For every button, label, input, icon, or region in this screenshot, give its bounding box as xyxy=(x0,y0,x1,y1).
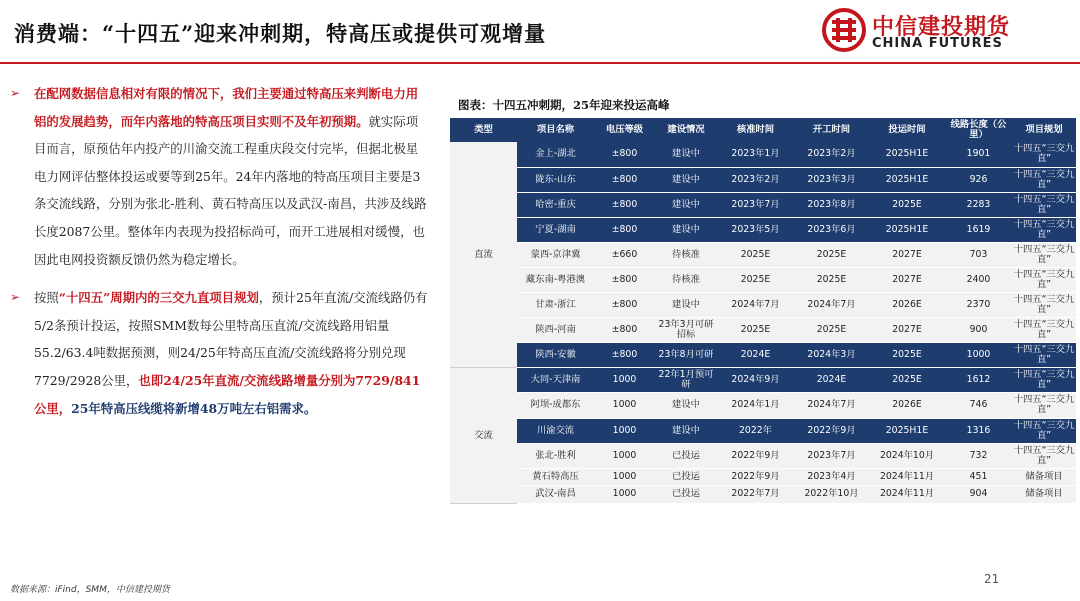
cell-status: 建设中 xyxy=(655,142,717,167)
cell-start: 2024年7月 xyxy=(794,393,869,418)
cell-status: 待核准 xyxy=(655,267,717,292)
cell-status: 待核准 xyxy=(655,242,717,267)
text-segment: 按照 xyxy=(34,290,59,306)
cell-plan: 十四五“三交九直” xyxy=(1012,368,1076,393)
cell-voltage: ±800 xyxy=(594,293,655,318)
cell-length: 1901 xyxy=(945,142,1012,167)
cell-plan: 十四五“三交九直” xyxy=(1012,217,1076,242)
cell-length: 746 xyxy=(945,393,1012,418)
cell-approve: 2023年5月 xyxy=(717,217,794,242)
cell-length: 1612 xyxy=(945,368,1012,393)
cell-status: 23年8月可研 xyxy=(655,343,717,368)
column-header: 开工时间 xyxy=(794,118,869,142)
cell-plan: 十四五“三交九直” xyxy=(1012,267,1076,292)
cell-start: 2025E xyxy=(794,267,869,292)
cell-length: 1619 xyxy=(945,217,1012,242)
table-row xyxy=(450,393,1076,418)
table-row xyxy=(450,368,1076,393)
text-segment: 也即24/25年直流/交流线路增量分别为7729/841公里， xyxy=(34,372,421,416)
cell-name: 武汉-南昌 xyxy=(517,486,594,504)
cell-status: 建设中 xyxy=(655,217,717,242)
cell-start: 2023年8月 xyxy=(794,192,869,217)
cell-name: 藏东南-粤港澳 xyxy=(517,267,594,292)
cell-voltage: 1000 xyxy=(594,368,655,393)
cell-operate: 2024年11月 xyxy=(869,468,945,486)
cell-approve: 2025E xyxy=(717,267,794,292)
cell-plan: 十四五“三交九直” xyxy=(1012,393,1076,418)
cell-start: 2023年7月 xyxy=(794,443,869,468)
paragraph-1 xyxy=(10,80,430,273)
cell-plan: 十四五“三交九直” xyxy=(1012,318,1076,343)
cell-voltage: ±800 xyxy=(594,192,655,217)
cell-name: 陕西-安徽 xyxy=(517,343,594,368)
paragraph-1-text xyxy=(34,86,426,267)
type-cell: 直流 xyxy=(450,142,517,368)
cell-status: 已投运 xyxy=(655,486,717,504)
cell-status: 22年1月预可研 xyxy=(655,368,717,393)
cell-operate: 2024年11月 xyxy=(869,486,945,504)
cell-status: 建设中 xyxy=(655,418,717,443)
cell-operate: 2026E xyxy=(869,393,945,418)
cell-plan: 十四五“三交九直” xyxy=(1012,343,1076,368)
cell-length: 1000 xyxy=(945,343,1012,368)
cell-name: 阿坝-成都东 xyxy=(517,393,594,418)
cell-voltage: 1000 xyxy=(594,443,655,468)
cell-name: 张北-胜利 xyxy=(517,443,594,468)
paragraph-2 xyxy=(10,284,430,422)
cell-operate: 2025H1E xyxy=(869,142,945,167)
type-cell: 交流 xyxy=(450,368,517,503)
column-header: 类型 xyxy=(450,118,517,142)
cell-status: 建设中 xyxy=(655,293,717,318)
cell-status: 建设中 xyxy=(655,192,717,217)
cell-length: 904 xyxy=(945,486,1012,504)
cell-plan: 十四五“三交九直” xyxy=(1012,142,1076,167)
cell-voltage: ±800 xyxy=(594,318,655,343)
cell-operate: 2027E xyxy=(869,318,945,343)
cell-start: 2024年3月 xyxy=(794,343,869,368)
cell-length: 1316 xyxy=(945,418,1012,443)
table-row xyxy=(450,142,1076,167)
cell-operate: 2027E xyxy=(869,267,945,292)
cell-plan: 十四五“三交九直” xyxy=(1012,167,1076,192)
logo-chinese-text: 中信建投期货 xyxy=(872,15,1011,40)
table-row xyxy=(450,217,1076,242)
table-body xyxy=(450,142,1076,503)
cell-plan: 十四五“三交九直” xyxy=(1012,242,1076,267)
cell-voltage: ±800 xyxy=(594,267,655,292)
arrow-bullet-icon: ➢ xyxy=(10,86,21,100)
cell-voltage: 1000 xyxy=(594,468,655,486)
cell-start: 2023年2月 xyxy=(794,142,869,167)
cell-voltage: ±800 xyxy=(594,343,655,368)
cell-approve: 2023年2月 xyxy=(717,167,794,192)
cell-length: 732 xyxy=(945,443,1012,468)
data-source: 数据来源：iFind，SMM，中信建投期货 xyxy=(10,585,170,595)
cell-start: 2023年6月 xyxy=(794,217,869,242)
cell-plan: 十四五“三交九直” xyxy=(1012,443,1076,468)
text-segment: ，预计25年直流/交流线路仍有5/2条预计投运，按照SMM数每公里特高压直流/交流线路用铝量55.2/63.4吨数据预测，则24/25年特高压直流/交流线路将分别兑现7729/2928公里， xyxy=(34,290,428,388)
cell-approve: 2022年7月 xyxy=(717,486,794,504)
table-row xyxy=(450,486,1076,504)
cell-voltage: ±800 xyxy=(594,167,655,192)
page-title: 消费端：“十四五”迎来冲刺期，特高压或提供可观增量 xyxy=(14,21,547,46)
cell-approve: 2024E xyxy=(717,343,794,368)
table-row xyxy=(450,192,1076,217)
cell-start: 2023年3月 xyxy=(794,167,869,192)
table-row xyxy=(450,242,1076,267)
column-header: 线路长度（公里） xyxy=(945,118,1012,142)
cell-length: 2283 xyxy=(945,192,1012,217)
cell-voltage: ±800 xyxy=(594,217,655,242)
cell-approve: 2024年7月 xyxy=(717,293,794,318)
arrow-bullet-icon: ➢ xyxy=(10,290,21,305)
column-header: 投运时间 xyxy=(869,118,945,142)
table-row xyxy=(450,418,1076,443)
china-futures-logo-icon xyxy=(822,8,866,52)
cell-approve: 2023年7月 xyxy=(717,192,794,217)
table-row xyxy=(450,167,1076,192)
column-header: 核准时间 xyxy=(717,118,794,142)
cell-length: 900 xyxy=(945,318,1012,343)
cell-length: 703 xyxy=(945,242,1012,267)
logo-english-text: CHINA FUTURES xyxy=(872,36,1003,51)
column-header: 项目名称 xyxy=(517,118,594,142)
text-segment: 25年特高压线缆将新增48万吨左右铝需求。 xyxy=(71,400,317,416)
cell-voltage: ±800 xyxy=(594,142,655,167)
cell-approve: 2025E xyxy=(717,318,794,343)
table-header-row xyxy=(450,118,1076,142)
company-logo xyxy=(822,8,1070,60)
cell-name: 宁夏-湖南 xyxy=(517,217,594,242)
cell-name: 陕西-河南 xyxy=(517,318,594,343)
cell-start: 2023年4月 xyxy=(794,468,869,486)
cell-approve: 2024年1月 xyxy=(717,393,794,418)
cell-approve: 2022年9月 xyxy=(717,468,794,486)
cell-approve: 2022年9月 xyxy=(717,443,794,468)
cell-voltage: 1000 xyxy=(594,418,655,443)
cell-voltage: ±660 xyxy=(594,242,655,267)
cell-operate: 2025H1E xyxy=(869,418,945,443)
cell-name: 大同-天津南 xyxy=(517,368,594,393)
cell-voltage: 1000 xyxy=(594,486,655,504)
cell-name: 川渝交流 xyxy=(517,418,594,443)
cell-name: 黄石特高压 xyxy=(517,468,594,486)
cell-length: 2370 xyxy=(945,293,1012,318)
column-header: 项目规划 xyxy=(1012,118,1076,142)
cell-start: 2025E xyxy=(794,318,869,343)
cell-start: 2024年7月 xyxy=(794,293,869,318)
table-row xyxy=(450,293,1076,318)
cell-operate: 2025E xyxy=(869,368,945,393)
cell-start: 2024E xyxy=(794,368,869,393)
cell-name: 哈密-重庆 xyxy=(517,192,594,217)
table-row xyxy=(450,343,1076,368)
column-header: 电压等级 xyxy=(594,118,655,142)
cell-approve: 2022年 xyxy=(717,418,794,443)
cell-operate: 2026E xyxy=(869,293,945,318)
cell-operate: 2024年10月 xyxy=(869,443,945,468)
cell-plan: 储备项目 xyxy=(1012,468,1076,486)
cell-plan: 十四五“三交九直” xyxy=(1012,192,1076,217)
cell-approve: 2024年9月 xyxy=(717,368,794,393)
cell-length: 2400 xyxy=(945,267,1012,292)
cell-approve: 2025E xyxy=(717,242,794,267)
page-number: 21 xyxy=(984,572,1000,586)
text-segment: “十四五”周期内的三交九直项目规划 xyxy=(58,290,259,306)
cell-status: 建设中 xyxy=(655,167,717,192)
cell-operate: 2025E xyxy=(869,192,945,217)
table-row xyxy=(450,468,1076,486)
cell-operate: 2025H1E xyxy=(869,167,945,192)
cell-length: 926 xyxy=(945,167,1012,192)
column-header: 建设情况 xyxy=(655,118,717,142)
table-title: 图表：十四五冲刺期，25年迎来投运高峰 xyxy=(458,98,670,112)
cell-plan: 储备项目 xyxy=(1012,486,1076,504)
table-row xyxy=(450,318,1076,343)
text-segment: 就实际项目而言，原预估年内投产的川渝交流工程重庆段交付完毕，但据北极星电力网评估整体投运或要等到25年。24年内落地的特高压项目主要是3条交流线路，分别为张北-胜利、黄石特高压以及武汉-南昌，共涉及线路长度2087公里。整体年内表现为投招标尚可，而开工进展相对缓慢，也因此电网投资额反馈仍然为稳定增长。 xyxy=(34,113,427,267)
cell-start: 2022年9月 xyxy=(794,418,869,443)
paragraph-2-text xyxy=(34,290,428,415)
table-row xyxy=(450,443,1076,468)
cell-approve: 2023年1月 xyxy=(717,142,794,167)
header-divider xyxy=(0,62,1080,64)
cell-plan: 十四五“三交九直” xyxy=(1012,293,1076,318)
cell-operate: 2025H1E xyxy=(869,217,945,242)
cell-operate: 2025E xyxy=(869,343,945,368)
cell-status: 23年3月可研招标 xyxy=(655,318,717,343)
cell-voltage: 1000 xyxy=(594,393,655,418)
text-segment: 在配网数据信息相对有限的情况下，我们主要通过特高压来判断电力用铝的发展趋势，而年内落地的特高压项目实则不及年初预期。 xyxy=(34,86,419,129)
cell-start: 2022年10月 xyxy=(794,486,869,504)
cell-name: 甘肃-浙江 xyxy=(517,293,594,318)
cell-start: 2025E xyxy=(794,242,869,267)
cell-name: 金上-湖北 xyxy=(517,142,594,167)
cell-name: 陇东-山东 xyxy=(517,167,594,192)
cell-plan: 十四五“三交九直” xyxy=(1012,418,1076,443)
cell-status: 已投运 xyxy=(655,468,717,486)
cell-status: 建设中 xyxy=(655,393,717,418)
cell-status: 已投运 xyxy=(655,443,717,468)
uhv-projects-table xyxy=(450,118,1076,504)
cell-operate: 2027E xyxy=(869,242,945,267)
analysis-text xyxy=(10,80,430,422)
cell-length: 451 xyxy=(945,468,1012,486)
table-row xyxy=(450,267,1076,292)
cell-name: 蒙西-京津冀 xyxy=(517,242,594,267)
